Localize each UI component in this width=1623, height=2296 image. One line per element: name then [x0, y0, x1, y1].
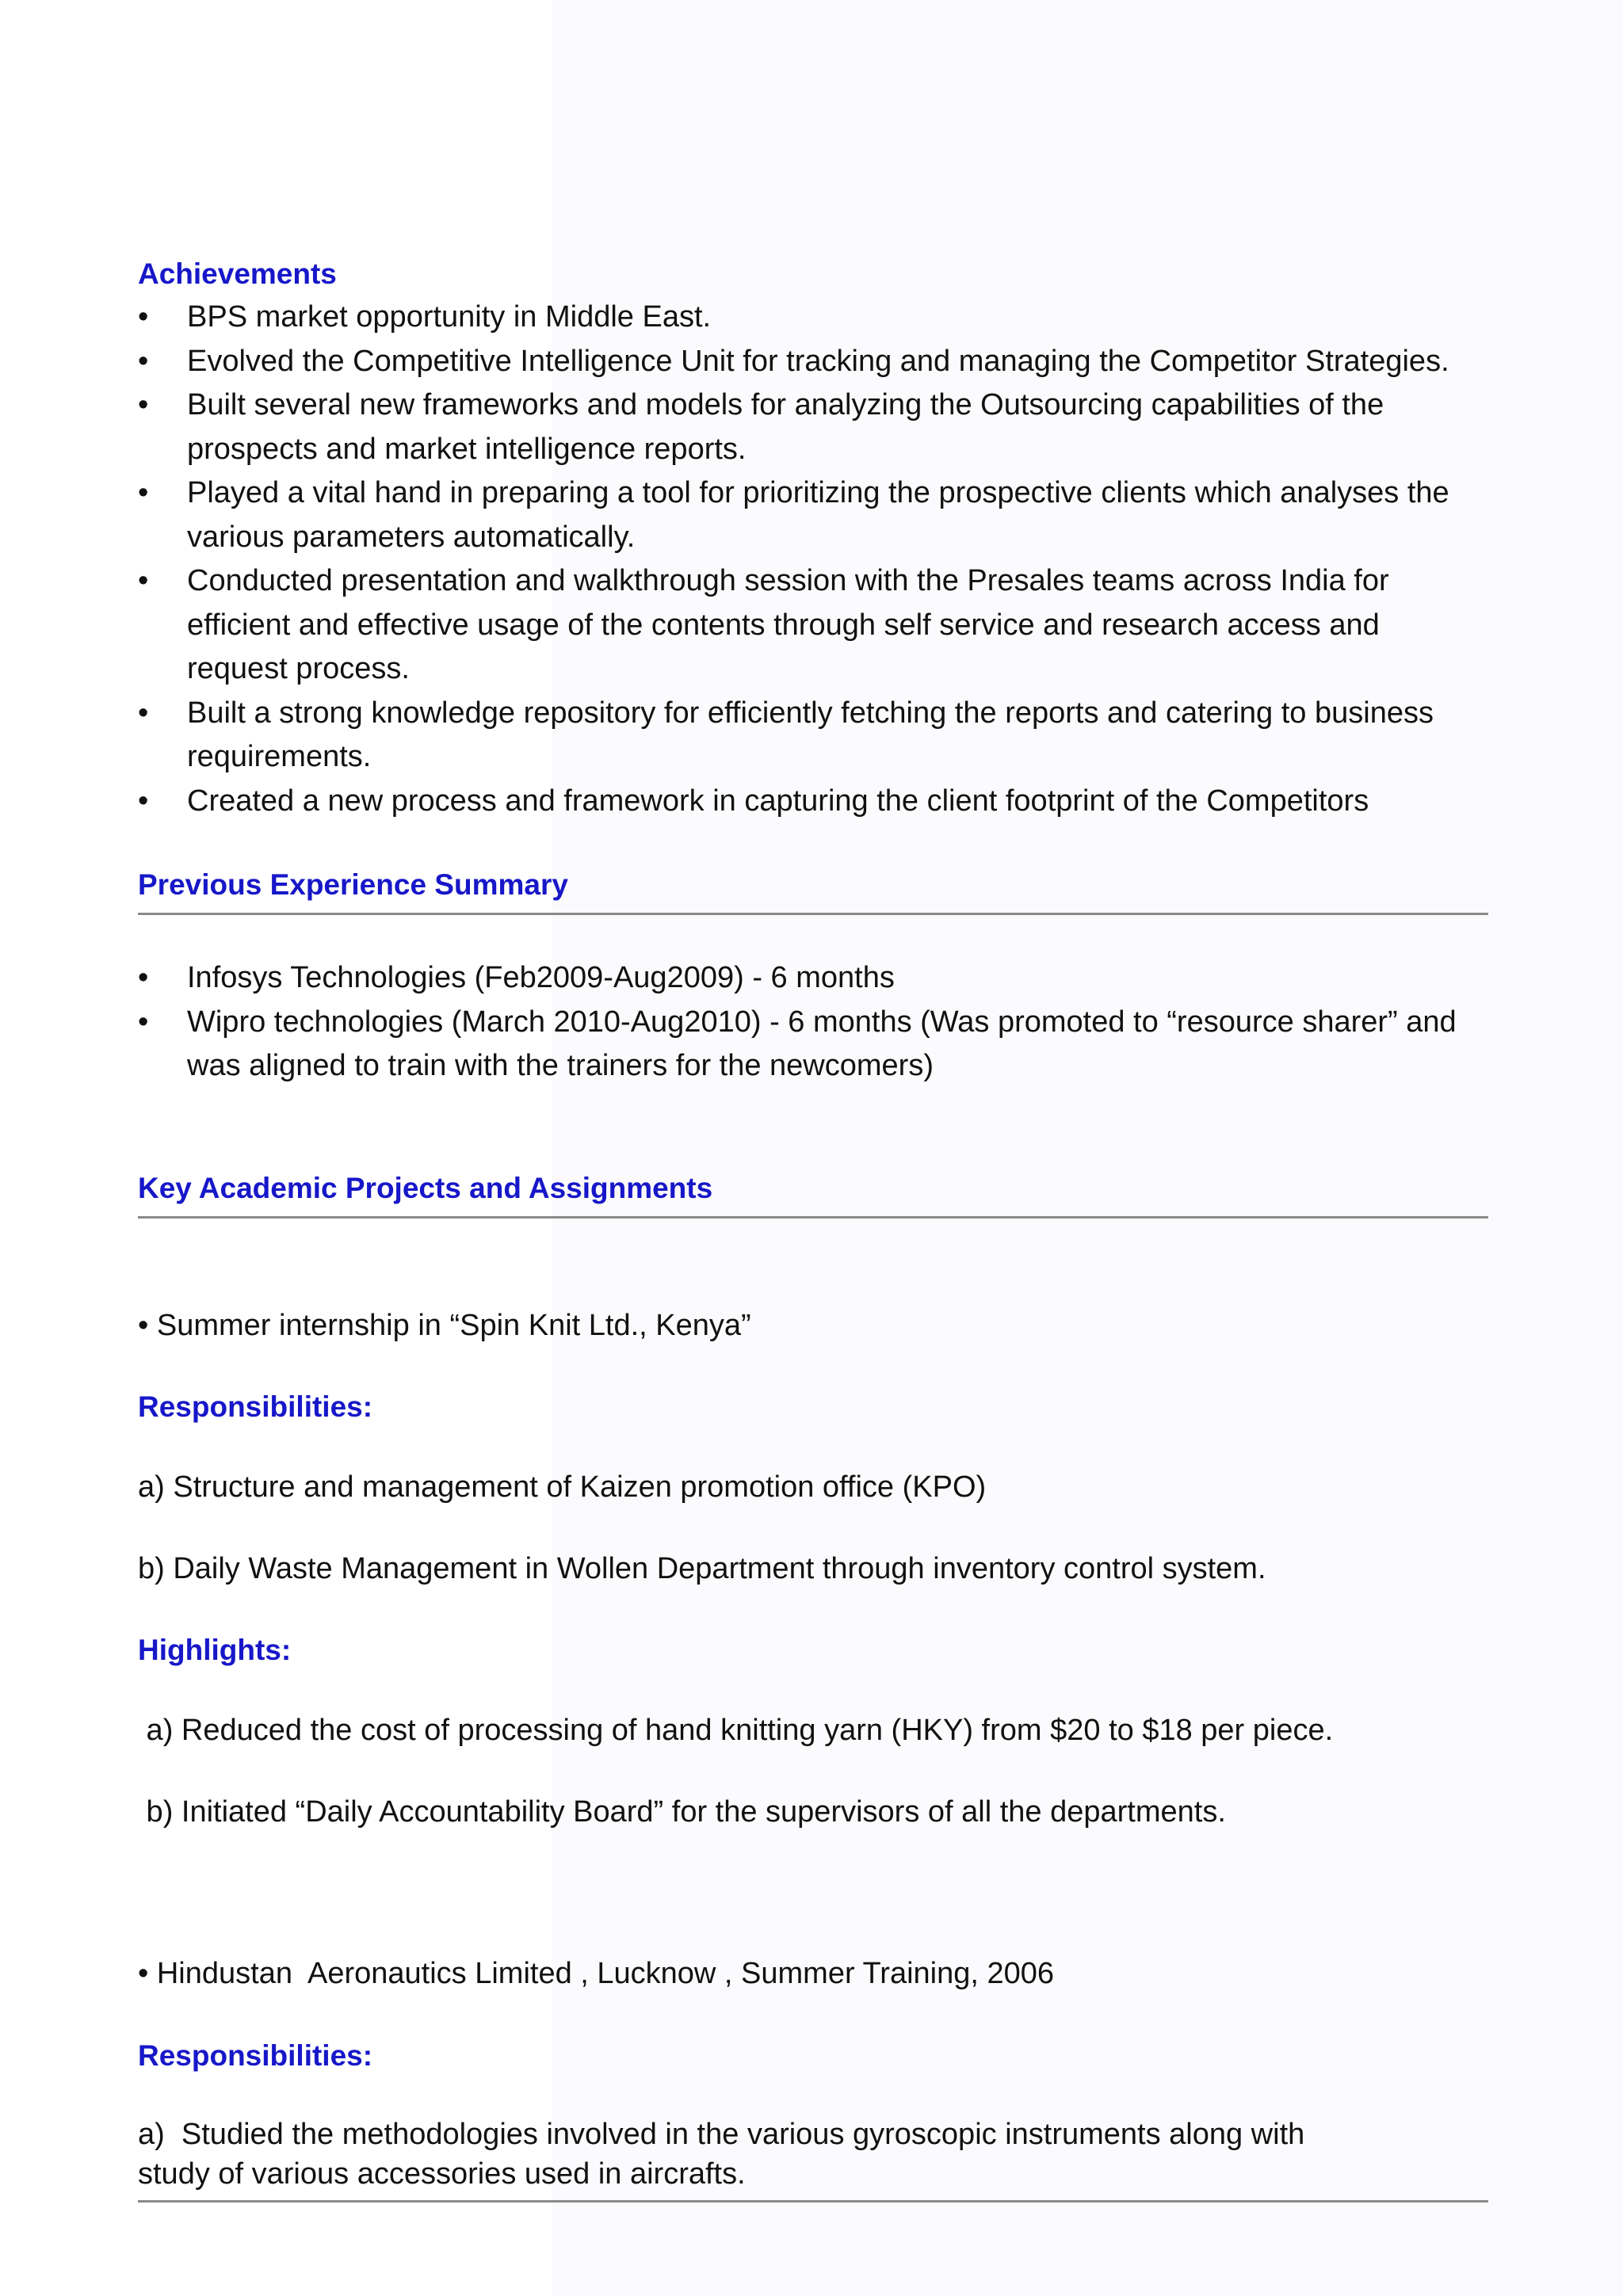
responsibilities-heading: Responsibilities:: [138, 1390, 373, 1423]
academic-projects-heading: Key Academic Projects and Assignments: [138, 1171, 713, 1204]
section-divider: [138, 913, 1488, 915]
section-divider: [138, 2200, 1488, 2203]
previous-experience-heading: Previous Experience Summary: [138, 868, 568, 901]
resume-content: [138, 252, 1488, 2203]
achievements-list: [138, 296, 1488, 823]
bullet-icon: •: [138, 784, 149, 818]
responsibility-item: a) Structure and management of Kaizen promotion office (KPO): [138, 1470, 987, 1504]
list-item: • Conducted presentation and walkthrough session with the Presales teams across India for efficient and effective usage of the contents through self service and research access and request process.: [138, 559, 1488, 692]
project-title: • Summer internship in “Spin Knit Ltd., Kenya”: [138, 1308, 751, 1342]
project-title: • Hindustan Aeronautics Limited , Lucknow , Summer Training, 2006: [138, 1957, 1055, 1990]
bullet-icon: •: [138, 961, 149, 994]
responsibilities-heading: Responsibilities:: [138, 2039, 373, 2072]
list-item: • Built several new frameworks and models for analyzing the Outsourcing capabilities of the prospects and market intelligence reports.: [138, 383, 1488, 471]
list-item: • Infosys Technologies (Feb2009-Aug2009) - 6 months: [138, 956, 1488, 1001]
bullet-icon: •: [138, 344, 149, 378]
bullet-icon: •: [138, 696, 149, 730]
previous-experience-list: [138, 956, 1488, 1089]
bullet-icon: •: [138, 564, 149, 597]
list-item: • Built a strong knowledge repository for efficiently fetching the reports and catering to business requirements.: [138, 692, 1488, 780]
list-item: • Wipro technologies (March 2010-Aug2010) - 6 months (Was promoted to “resource sharer” and was aligned to train with the trainers for the newcomers): [138, 1001, 1488, 1089]
responsibility-item: a) Studied the methodologies involved in the various gyroscopic instruments along with: [138, 2117, 1305, 2151]
list-item: • Evolved the Competitive Intelligence Unit for tracking and managing the Competitor Strategies.: [138, 340, 1488, 384]
list-item: • BPS market opportunity in Middle East.: [138, 296, 1488, 340]
highlights-heading: Highlights:: [138, 1634, 292, 1666]
list-item: • Created a new process and framework in capturing the client footprint of the Competitors: [138, 780, 1488, 824]
list-item: • Played a vital hand in preparing a tool for prioritizing the prospective clients which analyses the various parameters automatically.: [138, 471, 1488, 559]
achievements-heading: Achievements: [138, 257, 337, 290]
section-divider: [138, 1216, 1488, 1219]
responsibility-item: b) Daily Waste Management in Wollen Department through inventory control system.: [138, 1551, 1266, 1585]
highlight-item: a) Reduced the cost of processing of hand knitting yarn (HKY) from $20 to $18 per piece.: [138, 1714, 1334, 1747]
bullet-icon: •: [138, 300, 149, 334]
bullet-icon: •: [138, 476, 149, 509]
bullet-icon: •: [138, 1005, 149, 1039]
highlight-item: b) Initiated “Daily Accountability Board” for the supervisors of all the departments.: [138, 1794, 1226, 1829]
responsibility-item: study of various accessories used in aircrafts.: [138, 2157, 746, 2191]
bullet-icon: •: [138, 388, 149, 421]
